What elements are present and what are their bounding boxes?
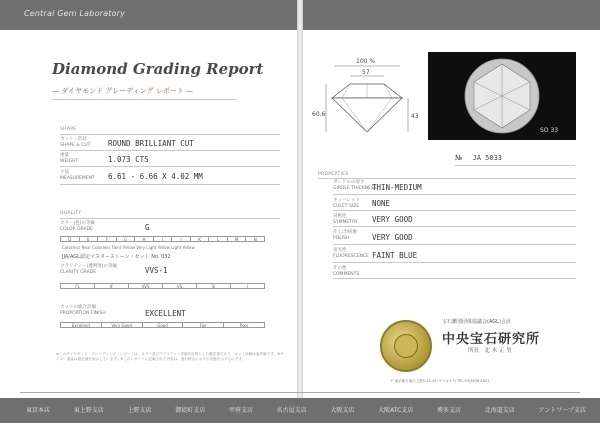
cut-grade-value: EXCELLENT [145, 309, 186, 318]
branch-item: アントワープ支店 [538, 407, 586, 414]
girdle-row-divider [333, 194, 576, 195]
comments-label [333, 266, 359, 278]
color-scale-cell: G [117, 237, 136, 241]
girdle-label [333, 180, 377, 192]
color-grade-label [60, 221, 95, 233]
institute-address: 〒 東京都台東区上野5-15-14 (サビオ4 F) TEL 03(3836)1627 [390, 379, 490, 383]
branch-item: 大阪ATC支店 [378, 407, 414, 414]
branch-item: 博多支店 [437, 407, 462, 414]
branch-item: 大阪支店 [330, 407, 355, 414]
color-scale-cell: N [253, 237, 257, 242]
photo-label: SO 33 [540, 127, 559, 134]
clarity-grade-label [60, 264, 117, 276]
color-grade-label-en: COLOR GRADE [60, 227, 93, 232]
cut-scale-cell: Fair [183, 323, 224, 327]
shape-label-en: SHAPE & CUT [60, 143, 91, 148]
report-number-underline [455, 165, 575, 166]
culet-label-jp: キューレット [333, 198, 360, 203]
fluorescence-value: FAINT BLUE [372, 251, 418, 260]
gold-seal-emblem [380, 320, 432, 372]
branch-list [26, 405, 586, 414]
clarity-scale-cell: VVS [129, 284, 163, 288]
clarity-scale-cell: FL [61, 284, 95, 288]
report-number-label: № [455, 154, 463, 162]
branch-item: 名古屋支店 [276, 407, 307, 414]
girdle-value: THIN-MEDIUM [372, 183, 422, 192]
total-depth-value: 60.6 [312, 111, 326, 118]
polish-label [333, 230, 357, 242]
clarity-grade-label-jp: クラリティー(透明度)の等級 [60, 264, 118, 269]
culet-label [333, 198, 360, 210]
branch-item: 北海道支店 [484, 407, 515, 414]
clarity-scale-cell: IF [95, 284, 129, 288]
culet-value: NONE [372, 199, 391, 208]
report-number [455, 154, 502, 162]
clarity-grade-label-en: CLARITY GRADE [60, 270, 97, 275]
cut-grade-label [60, 305, 106, 317]
color-grade-label-jp: カラー(色)の等級 [60, 221, 96, 226]
branch-item: 甲府支店 [228, 407, 253, 414]
report-subtitle: — ダイヤモンド グレーディング レポート — [52, 87, 194, 95]
center-fold [297, 0, 303, 423]
master-stone-note: JJA/AGL認定マスターストーン・セット No. 032 [62, 254, 171, 260]
color-scale-cell: J [172, 237, 191, 241]
shape-divider [60, 134, 280, 135]
culet-label-en: CULET SIZE [333, 204, 360, 209]
clarity-scale-cell: I [246, 284, 249, 289]
color-scale-cell: M [228, 237, 247, 241]
color-scale-cell: F [98, 237, 117, 241]
comments-row-divider [333, 278, 576, 279]
fluorescence-label-en: FLUORESCENCE [333, 254, 369, 259]
color-scale-cell: K [191, 237, 210, 241]
cut-scale-cell: Good [143, 323, 184, 327]
comments-label-jp: その他 [333, 266, 347, 271]
measurement-label [60, 170, 95, 182]
weight-label-jp: 重量 [60, 153, 69, 158]
quality-section-heading: QUALITY [60, 211, 82, 216]
symmetry-row-divider [333, 226, 576, 227]
fluorescence-row-divider [333, 262, 576, 263]
notes-text: ※このダイヤモンド・グレーディング・レポートは、カラー及びクラリティー評価を目的とした鑑定書であり、カット評価は参考値です。※サイズ・重量は測定値を表示しています。※このレポートに記載された内容は、発行時点における状態を示すものです。 [56, 352, 284, 361]
measurement-label-en: MEASUREMENT [60, 176, 95, 181]
branch-item: 東京本店 [26, 407, 51, 414]
girdle-label-jp: ガードルの厚さ [333, 180, 365, 185]
properties-section-heading: PROPERTIES [318, 172, 349, 177]
measurement-value: 6.61 - 6.66 X 4.02 MM [108, 172, 203, 181]
symmetry-label-jp: 対称性 [333, 214, 347, 219]
clarity-scale [60, 283, 265, 289]
girdle-label-en: GIRDLE THICKNESS [333, 186, 377, 191]
diamond-image [428, 52, 576, 140]
clarity-scale-cell: VS [163, 284, 197, 288]
fluorescence-label [333, 248, 369, 260]
weight-label-en: WEIGHT [60, 159, 79, 164]
cut-scale-cell: Excellent [61, 323, 102, 327]
fluorescence-label-jp: 蛍光性 [333, 248, 347, 253]
institute-director: 所長 北 木 正 男 [468, 348, 512, 354]
symmetry-value: VERY GOOD [372, 215, 413, 224]
color-scale-cell: D [61, 237, 80, 241]
quality-divider [60, 218, 280, 219]
report-number-value: JA 5033 [472, 154, 503, 162]
color-scale-cell: E [80, 237, 99, 241]
clarity-grade-value: VVS-1 [145, 266, 168, 275]
symmetry-label-en: SYMMETRY [333, 220, 358, 225]
table-width-value: 57 [362, 69, 370, 76]
symmetry-label [333, 214, 358, 226]
properties-divider [318, 178, 576, 179]
color-scale-cell: L [209, 237, 228, 241]
cut-grade-label-en: PROPORTION FINISH [60, 311, 106, 316]
color-scale-caption: Colorless Near Colorless Faint Yellow Very Light Yellow Light Yellow [62, 245, 195, 250]
weight-value: 1.073 CTS [108, 155, 149, 164]
shape-row-divider [60, 150, 280, 151]
color-grade-value: G [145, 223, 150, 232]
polish-label-jp: 仕上げ/研磨 [333, 230, 358, 235]
footer-rule [20, 392, 580, 393]
shape-label [60, 137, 90, 149]
clarity-scale-cell: SI [197, 284, 231, 288]
table-percent: 100 % [356, 58, 376, 65]
shape-label-jp: カット・形状 [60, 137, 87, 142]
polish-label-en: POLISH [333, 236, 350, 241]
polish-value: VERY GOOD [372, 233, 413, 242]
shape-section-heading: SHAPE [60, 127, 77, 132]
cut-scale [60, 322, 265, 328]
branch-item: 上野支店 [127, 407, 152, 414]
institute-name: 中央宝石研究所 [442, 332, 541, 347]
seal-center [394, 334, 418, 358]
color-scale-cell: H [135, 237, 154, 241]
comments-label-en: COMMENTS [333, 272, 360, 277]
color-scale [60, 236, 265, 242]
polish-row-divider [333, 244, 576, 245]
cut-scale-cell: Poor [239, 323, 249, 328]
shape-value: ROUND BRILLIANT CUT [108, 139, 194, 148]
proportion-diagram [312, 52, 422, 142]
institute-membership: 宝石鑑別団体協議会(AGL)会員 [442, 319, 511, 325]
measurement-row-divider [60, 184, 280, 185]
diamond-photo [428, 52, 576, 140]
title-divider [52, 99, 237, 100]
cut-grade-label-jp: カットの総合評価 [60, 305, 96, 310]
weight-row-divider [60, 166, 280, 167]
footer-band [0, 398, 600, 423]
pavilion-outline [332, 98, 402, 132]
lab-name: Central Gem Laboratory [24, 9, 126, 18]
cut-scale-cell: Very Good [102, 323, 143, 327]
color-scale-cell: I [154, 237, 173, 241]
culet-row-divider [333, 210, 576, 211]
report-title: Diamond Grading Report [52, 60, 264, 78]
branch-item: 東上野支店 [73, 407, 104, 414]
weight-label [60, 153, 78, 165]
branch-item: 御徒町支店 [175, 407, 206, 414]
pavilion-depth-value: 43 [411, 113, 419, 120]
measurement-label-jp: 寸法 [60, 170, 69, 175]
